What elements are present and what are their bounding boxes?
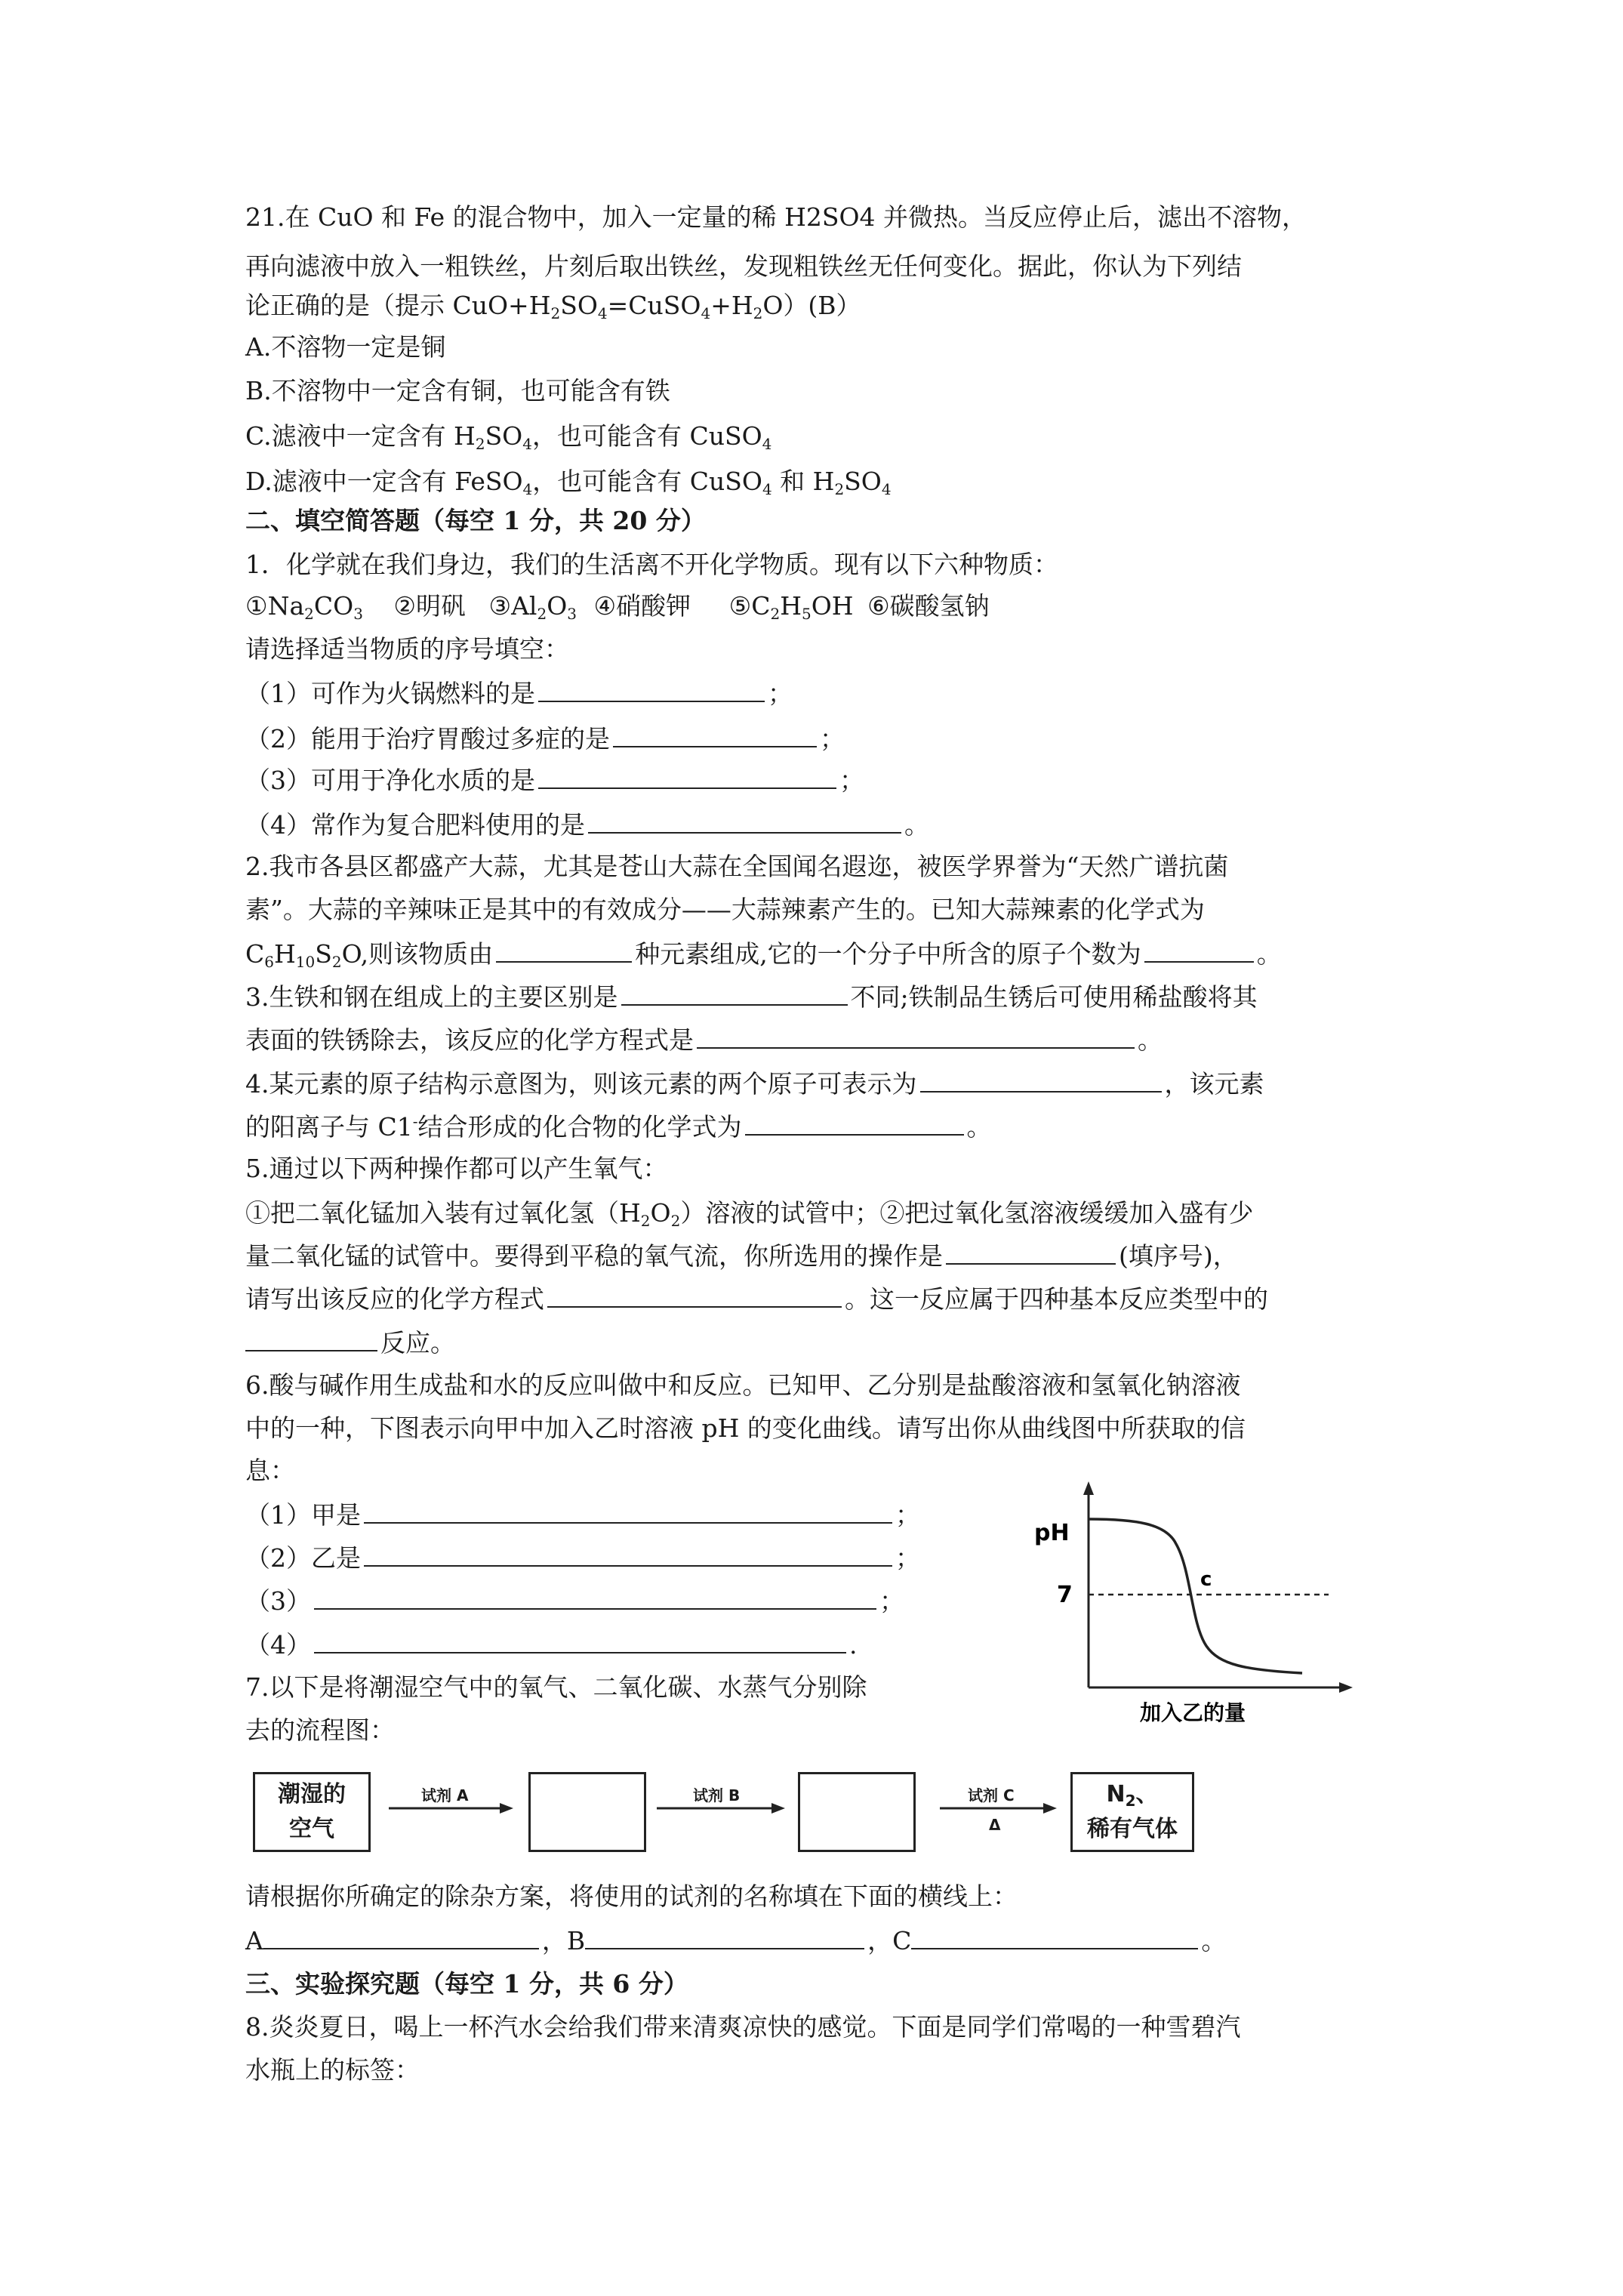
flow-box-step-1 (528, 1772, 646, 1852)
section-3-title: 三、实验探究题（每空 1 分，共 6 分） (245, 1969, 688, 1999)
q1-sub-3: （3）可用于净化水质的是 ； (245, 757, 864, 803)
answer-blank[interactable] (588, 802, 901, 834)
answer-blank[interactable] (496, 931, 632, 963)
q7-answers: A ，B ，C 。 (245, 1918, 1226, 1964)
answer-blank-b[interactable] (585, 1918, 864, 1949)
reagent-c-label: 试剂 C (968, 1786, 1015, 1804)
q7-line-1: 7.以下是将潮湿空气中的氧气、二氧化碳、水蒸气分别除 (245, 1672, 867, 1702)
y-axis-label: pH (1034, 1520, 1070, 1546)
answer-blank[interactable] (1144, 931, 1254, 963)
q2-line-1: 2.我市各县区都盛产大蒜，尤其是苍山大蒜在全国闻名遐迩，被医学界誉为“天然广谱抗菌 (245, 852, 1229, 881)
q1-sub-1: （1）可作为火锅燃料的是 ； (245, 670, 793, 717)
answer-blank-c[interactable] (911, 1918, 1198, 1949)
q6-line-2: 中的一种，下图表示向甲中加入乙时溶液 pH 的变化曲线。请写出你从曲线图中所获取的信 (245, 1413, 1246, 1443)
answer-blank[interactable] (314, 1622, 846, 1653)
q8-line-2: 水瓶上的标签： (245, 2055, 420, 2085)
answer-blank[interactable] (946, 1233, 1116, 1265)
answer-blank[interactable] (245, 1320, 377, 1351)
heat-symbol: Δ (989, 1816, 1001, 1834)
q6-sub-4: （4） . (245, 1622, 858, 1668)
flow-box-moist-air-line2: 空气 (289, 1816, 334, 1842)
flow-box-step-2 (798, 1772, 916, 1852)
q2-line-3: $C_6H_{10}S_2O$,则该物质由 种元素组成,它的一个分子中所含的原子个数为 。 (245, 931, 1282, 977)
q21-option-b: B.不溶物中一定含有铜，也可能含有铁 (245, 376, 670, 405)
flow-box-result-line2: 稀有气体 (1087, 1816, 1178, 1842)
q8-line-1: 8.炎炎夏日，喝上一杯汽水会给我们带来清爽凉快的感觉。下面是同学们常喝的一种雪碧汽 (245, 2012, 1241, 2042)
q5-line-5: 反应。 (245, 1320, 455, 1366)
answer-blank[interactable] (745, 1104, 964, 1136)
tick-7-label: 7 (1057, 1582, 1073, 1608)
q6-sub-3: （3） ； (245, 1578, 904, 1624)
ph-curve (1089, 1519, 1302, 1673)
answer-blank[interactable] (364, 1492, 892, 1524)
answer-blank[interactable] (538, 670, 765, 702)
q21-option-c: C.滤液中一定含有 $H_2SO_4$，也可能含有 CuSO$_4$ (245, 421, 772, 453)
q7-line-2: 去的流程图： (245, 1715, 395, 1745)
q7-instruction: 请根据你所确定的除杂方案，将使用的试剂的名称填在下面的横线上： (245, 1881, 1018, 1911)
answer-blank-a[interactable] (263, 1918, 539, 1949)
q6-sub-2: （2）乙是 ； (245, 1535, 920, 1581)
answer-blank[interactable] (547, 1276, 842, 1308)
q5-line-4: 请写出该反应的化学方程式 。这一反应属于四种基本反应类型中的 (245, 1276, 1268, 1322)
flow-box-moist-air-line1: 潮湿的 (278, 1781, 346, 1808)
q21-line-2: 再向滤液中放入一粗铁丝，片刻后取出铁丝，发现粗铁丝无任何变化。据此，你认为下列结 (245, 251, 1242, 281)
answer-blank[interactable] (613, 716, 817, 747)
answer-blank[interactable] (538, 757, 836, 789)
q6-sub-1: （1）甲是 ； (245, 1492, 920, 1538)
q4-line-1: 4.某元素的原子结构示意图为，则该元素的两个原子可表示为 ，该元素 (245, 1061, 1264, 1107)
q5-line-3: 量二氧化锰的试管中。要得到平稳的氧气流，你所选用的操作是 (填序号)， (245, 1233, 1238, 1279)
q1-sub-2: （2）能用于治疗胃酸过多症的是 ； (245, 716, 845, 762)
flow-box-result (1070, 1772, 1194, 1852)
reagent-a-label: 试剂 A (421, 1786, 469, 1804)
q1-sub-4: （4）常作为复合肥料使用的是 。 (245, 802, 929, 848)
reagent-b-label: 试剂 B (693, 1786, 741, 1804)
q6-line-3: 息： (245, 1456, 295, 1485)
q5-line-2: ①把二氧化锰加入装有过氧化氢$(H_2O_2)$溶液的试管中；②把过氧化氢溶液缓缓加入盛有少 (245, 1198, 1254, 1230)
q21-line-1: 21.在 CuO 和 Fe 的混合物中，加入一定量的稀 H2SO4 并微热。当反应停止后，滤出不溶物， (245, 202, 1307, 232)
q1-prompt: 请选择适当物质的序号填空： (245, 634, 569, 664)
q3-line-1: 3.生铁和钢在组成上的主要区别是 不同;铁制品生锈后可使用稀盐酸将其 (245, 974, 1258, 1020)
flow-box-moist-air (253, 1772, 371, 1852)
q5-line-1: 5.通过以下两种操作都可以产生氧气： (245, 1154, 668, 1183)
x-axis-label: 加入乙的量 (1140, 1700, 1246, 1725)
q21-option-a: A.不溶物一定是铜 (245, 332, 446, 362)
point-c-label: c (1200, 1568, 1212, 1591)
q21-option-d: D.滤液中一定含有 FeSO$_4$，也可能含有 CuSO$_4$ 和 $H_2SO_4$ (245, 467, 892, 498)
answer-blank[interactable] (920, 1061, 1162, 1093)
answer-blank[interactable] (364, 1535, 892, 1567)
q1-intro: 1．化学就在我们身边，我们的生活离不开化学物质。现有以下六种物质： (245, 550, 1058, 579)
q4-line-2: 的阳离子与 C1-结合形成的化合物的化学式为 。 (245, 1104, 992, 1150)
section-2-title: 二、填空简答题（每空 1 分，共 20 分） (245, 506, 706, 535)
flow-box-result-line1: $N_2$、 (1106, 1781, 1159, 1810)
q3-line-2: 表面的铁锈除去，该反应的化学方程式是 。 (245, 1017, 1163, 1063)
x-axis-arrow (1339, 1682, 1353, 1693)
q21-line-3: 论正确的是（提示 $CuO+H_2SO_4=CuSO_4+H_2O)(B)$ (245, 291, 861, 322)
q1-materials: $①Na_2CO_3$ ②明矾 $③Al_2O_3$ ④硝酸钾 $⑤C_2H_5OH$ ⑥碳酸氢钠 (245, 591, 990, 623)
q6-line-1: 6.酸与碱作用生成盐和水的反应叫做中和反应。已知甲、乙分别是盐酸溶液和氢氧化钠溶液 (245, 1370, 1241, 1400)
y-axis-arrow (1083, 1481, 1094, 1495)
answer-blank[interactable] (314, 1578, 876, 1610)
answer-blank[interactable] (621, 974, 848, 1006)
answer-blank[interactable] (697, 1017, 1135, 1049)
ph-curve-graph (1012, 1472, 1404, 1737)
q2-line-2: 素”。大蒜的辛辣味正是其中的有效成分——大蒜辣素产生的。已知大蒜辣素的化学式为 (245, 895, 1205, 924)
